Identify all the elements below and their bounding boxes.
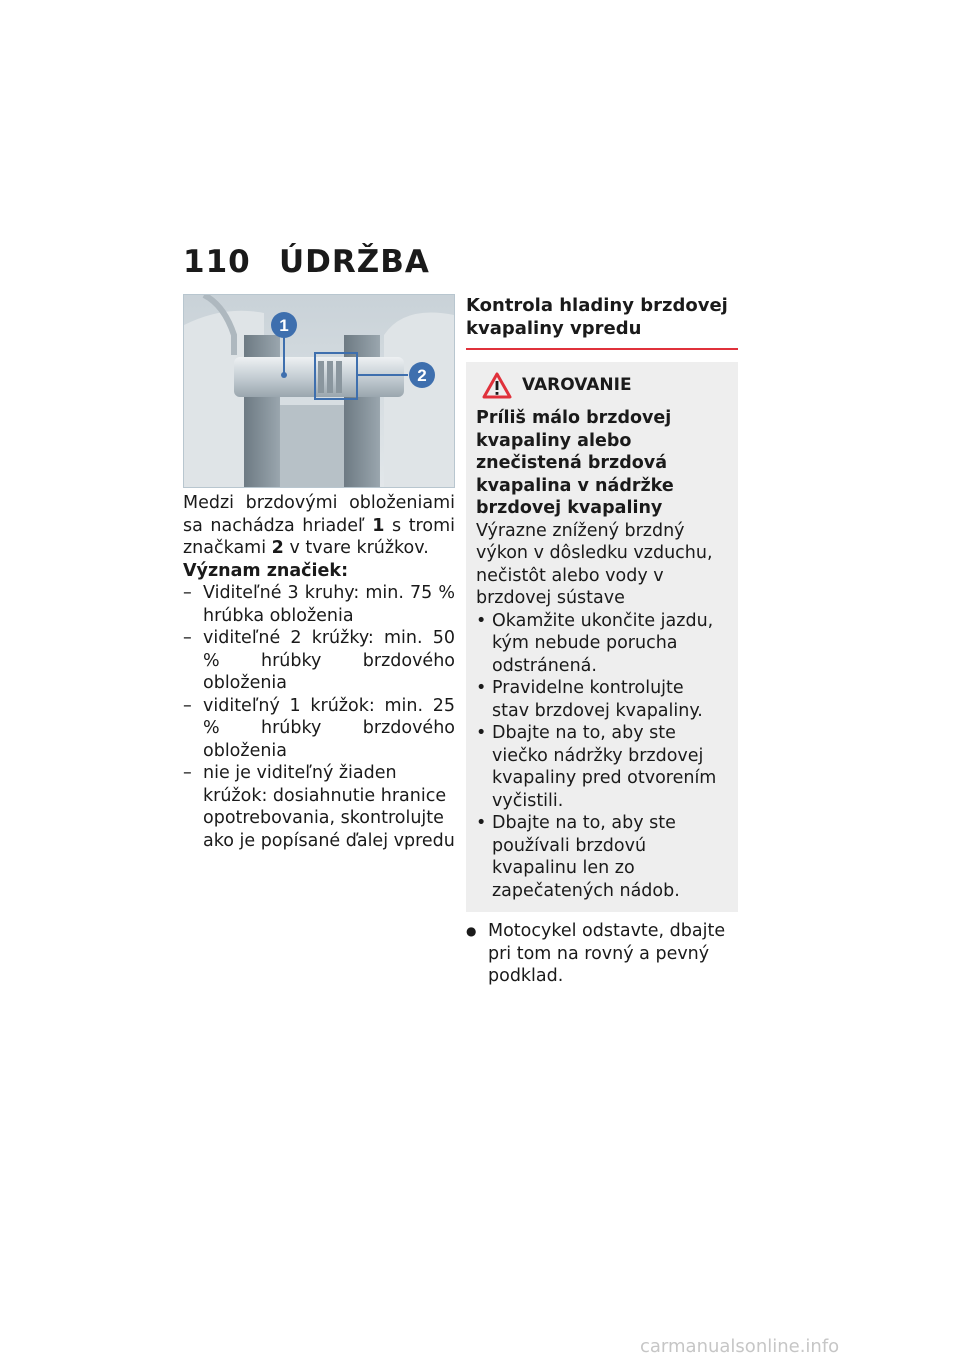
list-item: • Okamžite ukončite jazdu, kým nebude porucha odstránená. (476, 610, 726, 678)
watermark: carmanualsonline.info (640, 1336, 840, 1357)
intro-ref-2: 2 (271, 538, 284, 558)
list-item: • Dbajte na to, aby ste viečko nádržky brzdovej kvapaliny pred otvorením vyčistili. (476, 722, 726, 812)
intro-text-a: Medzi brzdovými obloženiami sa nachádza hriadeľ (183, 493, 455, 536)
intro-ref-1: 1 (372, 515, 385, 536)
list-item: – Viditeľné 3 kruhy: min. 75 % hrúbka obloženia (183, 582, 455, 627)
warning-title: Príliš málo brzdovej kvapaliny alebo znečistená brzdová kvapalina v nádržke brzdovej kvapaliny (476, 408, 674, 518)
warning-text: Výrazne znížený brzdný výkon v dôsledku vzduchu, nečistôt alebo vody v brzdovej sústave (476, 520, 713, 608)
page-header (183, 244, 430, 280)
callout-2-label: 2 (417, 366, 427, 385)
warning-list (476, 610, 726, 903)
intro-paragraph (183, 492, 455, 560)
page-number: 110 (183, 244, 251, 280)
warning-box (466, 362, 738, 912)
section-title: Kontrola hladiny brzdovej kvapaliny vpredu (466, 294, 738, 350)
warning-triangle-icon (482, 372, 512, 399)
list-item: – viditeľné 2 krúžky: min. 50 % hrúbky brzdového obloženia (183, 627, 455, 695)
intro-text-c: v tvare krúžkov. (289, 538, 429, 558)
chapter-title: ÚDRŽBA (279, 244, 430, 280)
brake-pad-figure (183, 294, 455, 488)
warning-label: VAROVANIE (522, 375, 632, 396)
step-list (466, 920, 738, 988)
meaning-list (183, 582, 455, 852)
right-column (466, 294, 738, 988)
callout-1-label: 1 (279, 316, 289, 335)
list-item: – viditeľný 1 krúžok: min. 25 % hrúbky brzdového obloženia (183, 695, 455, 763)
list-item: – nie je viditeľný žiaden krúžok: dosiahnutie hranice opotrebovania, skontrolujte ako je popísané ďalej vpredu (183, 762, 455, 852)
left-column (183, 492, 455, 852)
step-item: ● Motocykel odstavte, dbajte pri tom na rovný a pevný podklad. (466, 920, 738, 988)
intro-text-b: s tromi značkami (183, 515, 455, 558)
brake-shaft-illustration (184, 295, 454, 487)
list-item: • Dbajte na to, aby ste používali brzdovú kvapalinu len zo zapečatených nádob. (476, 812, 726, 902)
meaning-title: Význam značiek: (183, 560, 349, 581)
warning-header (482, 372, 726, 399)
list-item: • Pravidelne kontrolujte stav brzdovej kvapaliny. (476, 677, 726, 722)
